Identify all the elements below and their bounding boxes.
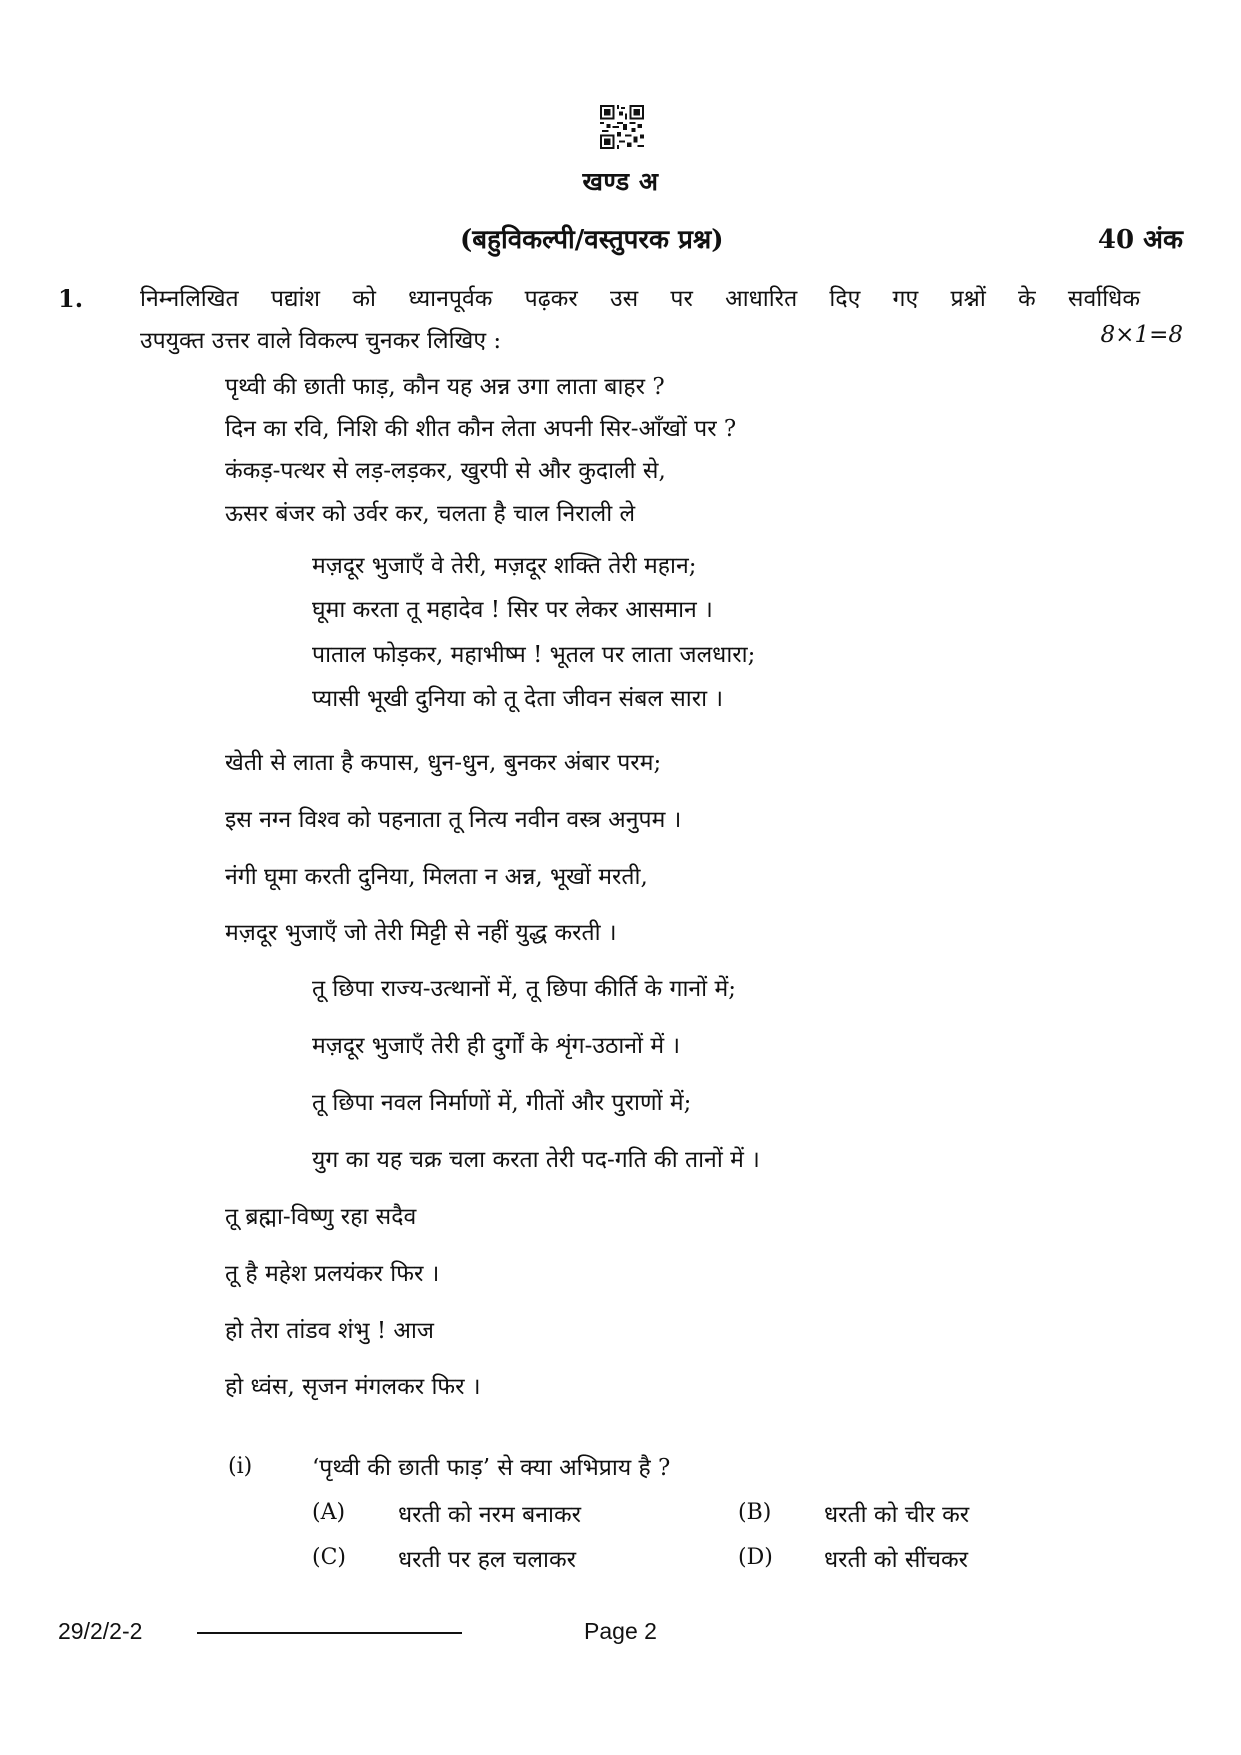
section-marks: 40 अंक bbox=[1097, 225, 1183, 255]
question-score: 8×1=8 bbox=[1100, 322, 1183, 348]
option-text: धरती पर हल चलाकर bbox=[398, 1547, 577, 1573]
poem-line: पृथ्वी की छाती फाड़, कौन यह अन्न उगा लाता बाहर ? bbox=[225, 374, 665, 400]
poem-line: खेती से लाता है कपास, धुन-धुन, बुनकर अंबार परम; bbox=[225, 750, 662, 776]
poem-line: हो तेरा तांडव शंभु ! आज bbox=[225, 1318, 434, 1344]
section-title: खण्ड अ bbox=[582, 167, 659, 196]
poem-line: तू है महेश प्रलयंकर फिर । bbox=[225, 1261, 440, 1287]
subquestion-number: (i) bbox=[228, 1454, 253, 1479]
poem-line: घूमा करता तू महादेव ! सिर पर लेकर आसमान । bbox=[312, 597, 713, 623]
instruction-line: निम्नलिखित पद्यांश को ध्यानपूर्वक पढ़कर उस पर आधारित दिए गए प्रश्नों के सर्वाधिक bbox=[140, 286, 1140, 312]
option-text: धरती को चीर कर bbox=[824, 1502, 970, 1528]
poem-line: नंगी घूमा करती दुनिया, मिलता न अन्न, भूखों मरती, bbox=[225, 864, 648, 890]
poem-line: दिन का रवि, निशि की शीत कौन लेता अपनी सिर-आँखों पर ? bbox=[225, 416, 737, 442]
poem-line: मज़दूर भुजाएँ वे तेरी, मज़दूर शक्ति तेरी महान; bbox=[312, 553, 697, 579]
instruction-line: उपयुक्त उत्तर वाले विकल्प चुनकर लिखिए : bbox=[140, 328, 502, 354]
poem-line: कंकड़-पत्थर से लड़-लड़कर, खुरपी से और कुदाली से, bbox=[225, 458, 666, 484]
section-subtitle: (बहुविकल्पी/वस्तुपरक प्रश्न) bbox=[460, 225, 724, 255]
qr-code-icon bbox=[600, 105, 644, 149]
paper-code: 29/2/2-2 bbox=[58, 1618, 143, 1644]
option-label: (D) bbox=[738, 1545, 773, 1570]
option-label: (C) bbox=[312, 1545, 346, 1570]
poem-line: तू छिपा राज्य-उत्थानों में, तू छिपा कीर्ति के गानों में; bbox=[312, 976, 736, 1002]
poem-line: युग का यह चक्र चला करता तेरी पद-गति की तानों में । bbox=[312, 1147, 760, 1173]
option-label: (A) bbox=[312, 1500, 346, 1525]
poem-line: पाताल फोड़कर, महाभीष्म ! भूतल पर लाता जलधारा; bbox=[312, 642, 756, 668]
question-number: 1. bbox=[58, 284, 84, 313]
option-text: धरती को सींचकर bbox=[824, 1547, 969, 1573]
poem-line: मज़दूर भुजाएँ जो तेरी मिट्टी से नहीं युद्ध करती । bbox=[225, 920, 617, 946]
poem-line: मज़दूर भुजाएँ तेरी ही दुर्गों के शृंग-उठानों में । bbox=[312, 1033, 681, 1059]
page-number: Page 2 bbox=[584, 1618, 657, 1644]
option-text: धरती को नरम बनाकर bbox=[398, 1502, 582, 1528]
question-instruction bbox=[140, 278, 1140, 362]
poem-line: तू छिपा नवल निर्माणों में, गीतों और पुराणों में; bbox=[312, 1090, 692, 1116]
poem-line: इस नग्न विश्व को पहनाता तू नित्य नवीन वस्त्र अनुपम । bbox=[225, 807, 682, 833]
option-label: (B) bbox=[738, 1500, 772, 1525]
poem-line: प्यासी भूखी दुनिया को तू देता जीवन संबल सारा । bbox=[312, 686, 724, 712]
poem-line: ऊसर बंजर को उर्वर कर, चलता है चाल निराली ले bbox=[225, 501, 636, 527]
subquestion-text: ‘पृथ्वी की छाती फाड़’ से क्या अभिप्राय है ? bbox=[312, 1455, 671, 1481]
poem-line: तू ब्रह्मा-विष्णु रहा सदैव bbox=[225, 1204, 417, 1230]
poem-line: हो ध्वंस, सृजन मंगलकर फिर । bbox=[225, 1374, 481, 1400]
